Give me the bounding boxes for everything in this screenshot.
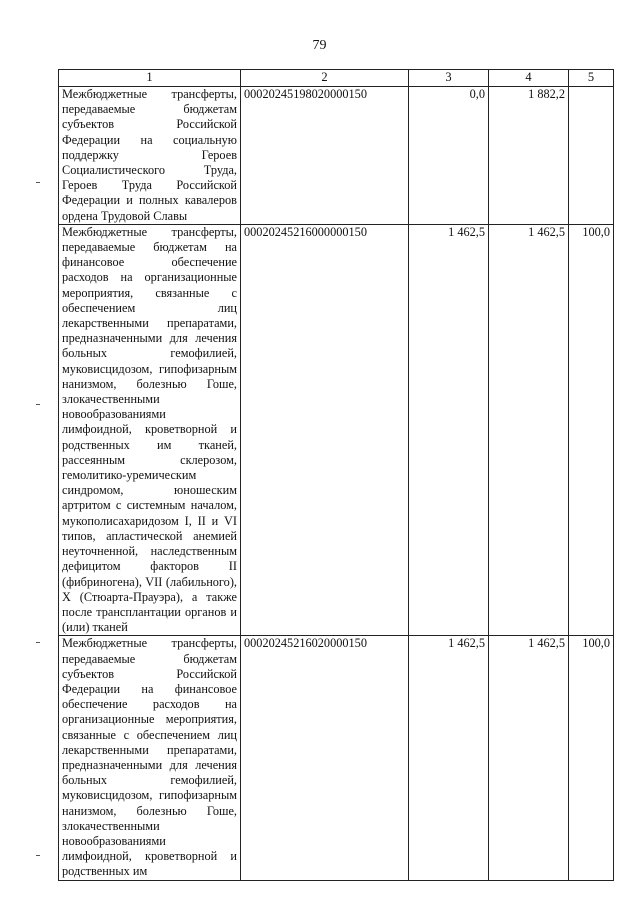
scan-mark bbox=[36, 642, 40, 643]
scan-mark bbox=[36, 855, 40, 856]
row-budget-code: 00020245198020000150 bbox=[241, 87, 409, 225]
row-value-col4: 1 462,5 bbox=[489, 636, 569, 880]
row-value-col3: 1 462,5 bbox=[409, 224, 489, 635]
row-budget-code: 00020245216000000150 bbox=[241, 224, 409, 635]
column-header-5: 5 bbox=[569, 70, 614, 87]
row-value-col4: 1 882,2 bbox=[489, 87, 569, 225]
row-value-col3: 1 462,5 bbox=[409, 636, 489, 880]
row-description: Межбюджетные трансферты, передаваемые бюджетам субъектов Российской Федерации на социальную поддержку Героев Социалистического Труда, Героев Труда Российской Федерации и полных кавалеров ордена Трудовой Славы bbox=[59, 87, 241, 225]
row-value-col3: 0,0 bbox=[409, 87, 489, 225]
row-value-col4: 1 462,5 bbox=[489, 224, 569, 635]
table-row bbox=[59, 636, 614, 880]
row-value-col5: 100,0 bbox=[569, 224, 614, 635]
row-description: Межбюджетные трансферты, передаваемые бюджетам на финансовое обеспечение расходов на организационные мероприятия, связанные с обеспечением лиц лекарственными препаратами, предназначенными для лечения больных гемофилией, муковисцидозом, гипофизарным нанизмом, болезнью Гоше, злокачественными новообразованиями лимфоидной, кроветворной и родственных им тканей, рассеянным склерозом, гемолитико-уремическим синдромом, юношеским артритом с системным началом, мукополисахаридозом I, II и VI типов, апластической анемией неуточненной, наследственным дефицитом факторов II (фибриногена), VII (лабильного), X (Стюарта-Прауэра), а также после трансплантации органов и (или) тканей bbox=[59, 224, 241, 635]
column-header-1: 1 bbox=[59, 70, 241, 87]
scan-mark bbox=[36, 404, 40, 405]
column-header-3: 3 bbox=[409, 70, 489, 87]
row-value-col5 bbox=[569, 87, 614, 225]
page-number: 79 bbox=[312, 38, 327, 53]
row-budget-code: 00020245216020000150 bbox=[241, 636, 409, 880]
row-value-col5: 100,0 bbox=[569, 636, 614, 880]
table-header-row bbox=[59, 70, 614, 87]
column-header-4: 4 bbox=[489, 70, 569, 87]
table-row bbox=[59, 224, 614, 635]
budget-table bbox=[58, 69, 614, 881]
scan-mark bbox=[36, 182, 40, 183]
column-header-2: 2 bbox=[241, 70, 409, 87]
row-description: Межбюджетные трансферты, передаваемые бюджетам субъектов Российской Федерации на финансовое обеспечение расходов на организационные мероприятия, связанные с обеспечением лиц лекарственными препаратами, предназначенными для лечения больных гемофилией, муковисцидозом, гипофизарным нанизмом, болезнью Гоше, злокачественными новообразованиями лимфоидной, кроветворной и родственных им bbox=[59, 636, 241, 880]
table-row bbox=[59, 87, 614, 225]
